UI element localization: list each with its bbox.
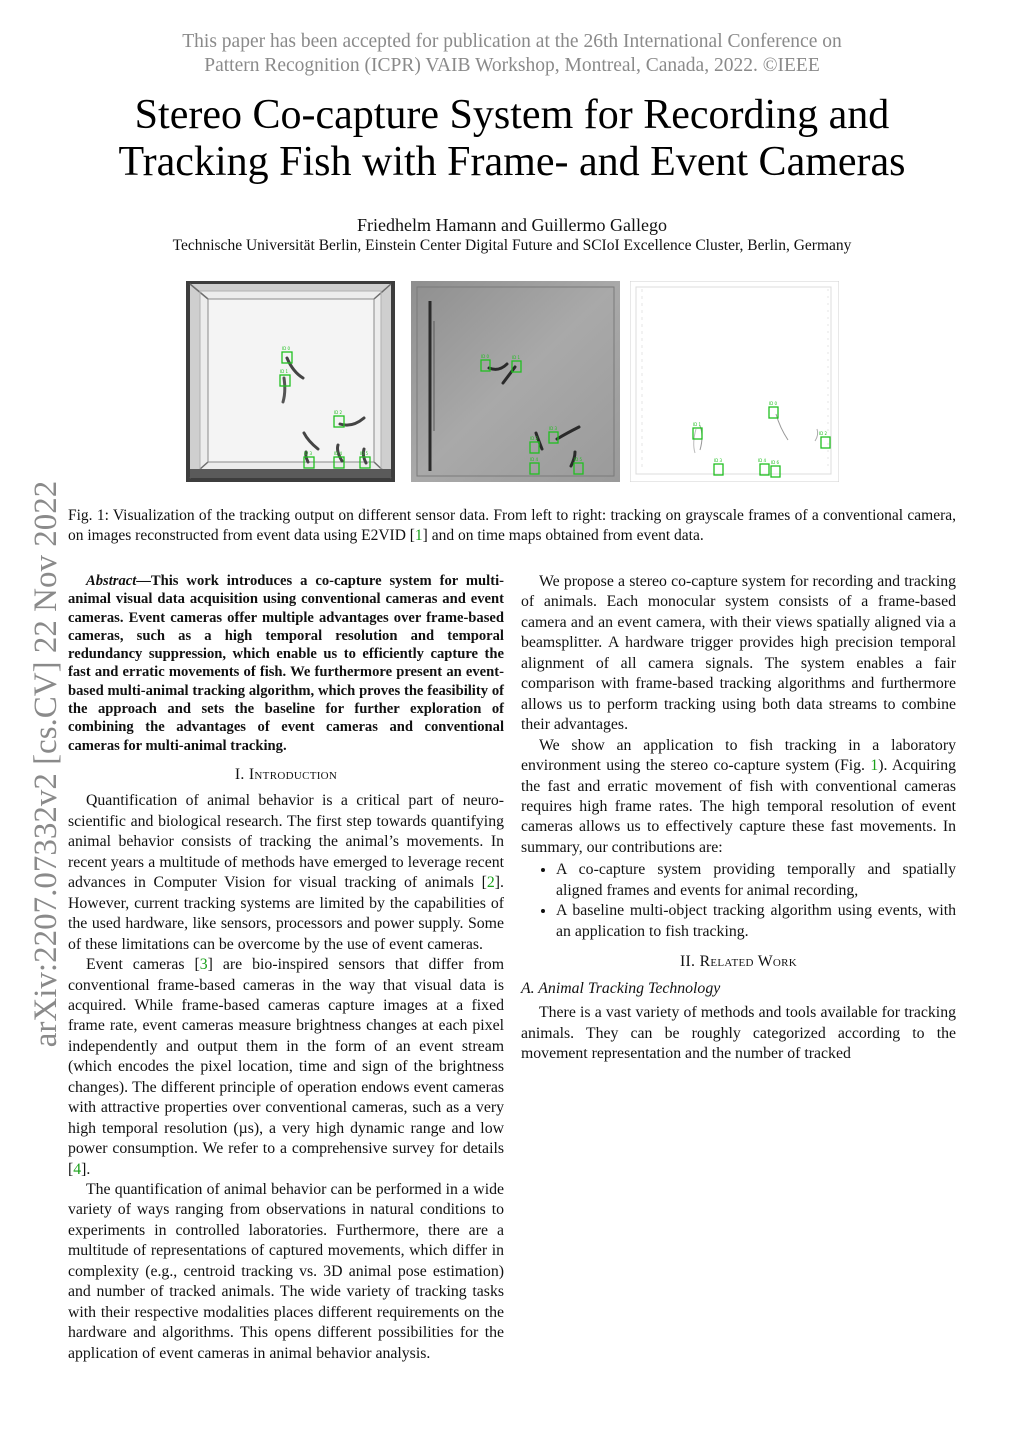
fish-label: ID 4 xyxy=(530,457,539,462)
list-item: • A co-capture system providing temporally and spatially aligned frames and events for animal recording, xyxy=(556,860,956,901)
contributions-list xyxy=(521,860,956,942)
fish-label: ID 2 xyxy=(530,436,539,441)
fish-label: ID 5 xyxy=(574,457,583,462)
intro-paragraph-4: We propose a stereo co-capture system for recording and tracking of animals. Each monocular system consists of a frame-based camera and an event camera, with their views spatially aligned via a beamsplitter. A hardware trigger provides high precision temporal alignment of all camera signals. The system enables a fair comparison with frame-based tracking algorithms and furthermore allows us to perform tracking using both data streams to combine their advantages. xyxy=(521,573,956,734)
fish-label: ID 1 xyxy=(280,369,289,374)
citation-link[interactable]: 1 xyxy=(414,527,423,544)
title-line-2: Tracking Fish with Frame- and Event Cameras xyxy=(118,139,906,185)
fish-label: ID 2 xyxy=(334,410,343,415)
figure-panel-timemap xyxy=(630,281,839,482)
citation-link[interactable]: 4 xyxy=(73,1160,82,1178)
list-item: • A baseline multi-object tracking algorithm using events, with an application to fish tracking. xyxy=(556,901,956,942)
citation-link[interactable]: 2 xyxy=(486,874,495,892)
grayscale-tracking-image xyxy=(186,281,395,482)
intro-paragraph-2: Event cameras [3] are bio-inspired sensors that differ from conventional frame-based cameras in the way that visual data is acquired. While frame-based cameras capture images at a fixed frame rate, event cameras measure brightness changes at each pixel independently and output them in the form of an event stream (which encodes the pixel location, time and sign of the brightness changes). The different principle of operation endows event cameras with attractive properties over conventional cameras, such as a very high temporal resolution (µs), a very high dynamic range and low power consumption. We refer to a comprehensive survey for details [4]. xyxy=(68,956,504,1178)
abstract: Abstract—This work introduces a co-capture system for multi-animal visual data acquisition using conventional cameras and event cameras. Event cameras offer multiple advantages over frame-based cameras, such as a high temporal resolution and temporal redundancy suppression, which enable us to efficiently capture the fast and erratic movements of fish. We furthermore present an event-based multi-animal tracking algorithm, which proves the feasibility of the approach and sets the baseline for further exploration of combining the advantages of event cameras and conventional cameras for multi-animal tracking. xyxy=(68,573,504,754)
fish-label: ID 4 xyxy=(334,451,343,456)
intro-paragraph-3: The quantification of animal behavior can be performed in a wide variety of ways ranging from observations in natural conditions to experiments in controlled laboratories. Furthermore, there are a multitude of representations of captured movements, which differ in complexity (e.g., centroid tracking vs. 3D animal pose estimation) and number of tracked animals. The wide variety of tracking tasks with their respective modalities places different requirements on the hardware and algorithms. This opens different possibilities for the application of event cameras in animal behavior analysis. xyxy=(68,1181,504,1362)
fish-label: ID 0 xyxy=(282,346,291,351)
figure-caption: Fig. 1: Visualization of the tracking output on different sensor data. From left to right: tracking on grayscale frames of a conventional camera, on images reconstructed from event data using E2VID [1] and on time maps obtained from event data. xyxy=(68,507,956,544)
fish-label: ID 0 xyxy=(481,354,490,359)
fish-label: ID 0 xyxy=(769,401,778,406)
section-heading-introduction: I. Introduction xyxy=(234,765,338,783)
fish-label: ID 2 xyxy=(819,431,828,436)
e2vid-tracking-image xyxy=(411,281,620,482)
fish-label: ID 1 xyxy=(693,422,702,427)
notice-line-1: This paper has been accepted for publication at the 26th International Conference on xyxy=(182,31,842,52)
fish-label: ID 5 xyxy=(360,451,369,456)
fish-label: ID 3 xyxy=(304,451,313,456)
right-column xyxy=(521,572,956,1064)
citation-link[interactable]: 1 xyxy=(870,757,879,775)
fish-label: ID 3 xyxy=(714,458,723,463)
related-paragraph-1: There is a vast variety of methods and tools available for tracking animals. They can be roughly categorized according to the movement representation and the number of tracked xyxy=(521,1004,956,1062)
section-heading-related-work: II. Related Work xyxy=(679,953,798,971)
figure-panel-grayscale xyxy=(186,281,395,482)
subsection-heading: A. Animal Tracking Technology xyxy=(521,979,721,997)
figure-panel-e2vid xyxy=(411,281,620,482)
paper-title xyxy=(0,92,1024,186)
fish-label: ID 6 xyxy=(771,460,780,465)
fish-label: ID 3 xyxy=(549,426,558,431)
title-line-1: Stereo Co-capture System for Recording and xyxy=(134,92,890,138)
arxiv-stamp: arXiv:2207.07332v2 [cs.CV] 22 Nov 2022 xyxy=(28,480,64,1048)
abstract-heading: Abstract xyxy=(86,573,137,589)
left-column xyxy=(68,572,504,1364)
intro-paragraph-5: We show an application to fish tracking in a laboratory environment using the stereo co-capture system (Fig. 1). Acquiring the fast and erratic movement of fish with conventional cameras requires high frame rates. The high temporal resolution of event cameras allows us to effectively capture these fast movements. In summary, our contributions are: xyxy=(521,736,956,856)
fish-label: ID 1 xyxy=(512,355,521,360)
publication-notice xyxy=(0,30,1024,78)
affiliation: Technische Universität Berlin, Einstein Center Digital Future and SCIoI Excellence Cluster, Berlin, Germany xyxy=(172,237,852,254)
intro-paragraph-1: Quantification of animal behavior is a critical part of neuro-scientific and biological research. The first step towards quantifying animal behavior consists of tracking the animal’s movements. In recent years a multitude of methods have emerged to leverage recent advances in Computer Vision for visual tracking of animals [2]. However, current tracking systems are limited by the capabilities of the used hardware, like sensors, processors and power supply. Some of these limitations can be overcome by the use of event cameras. xyxy=(68,792,504,953)
authors: Friedhelm Hamann and Guillermo Gallego xyxy=(357,215,667,235)
notice-line-2: Pattern Recognition (ICPR) VAIB Workshop, Montreal, Canada, 2022. ©IEEE xyxy=(204,55,820,76)
citation-link[interactable]: 3 xyxy=(199,956,208,974)
timemap-tracking-image xyxy=(630,281,839,482)
fish-label: ID 4 xyxy=(758,458,767,463)
